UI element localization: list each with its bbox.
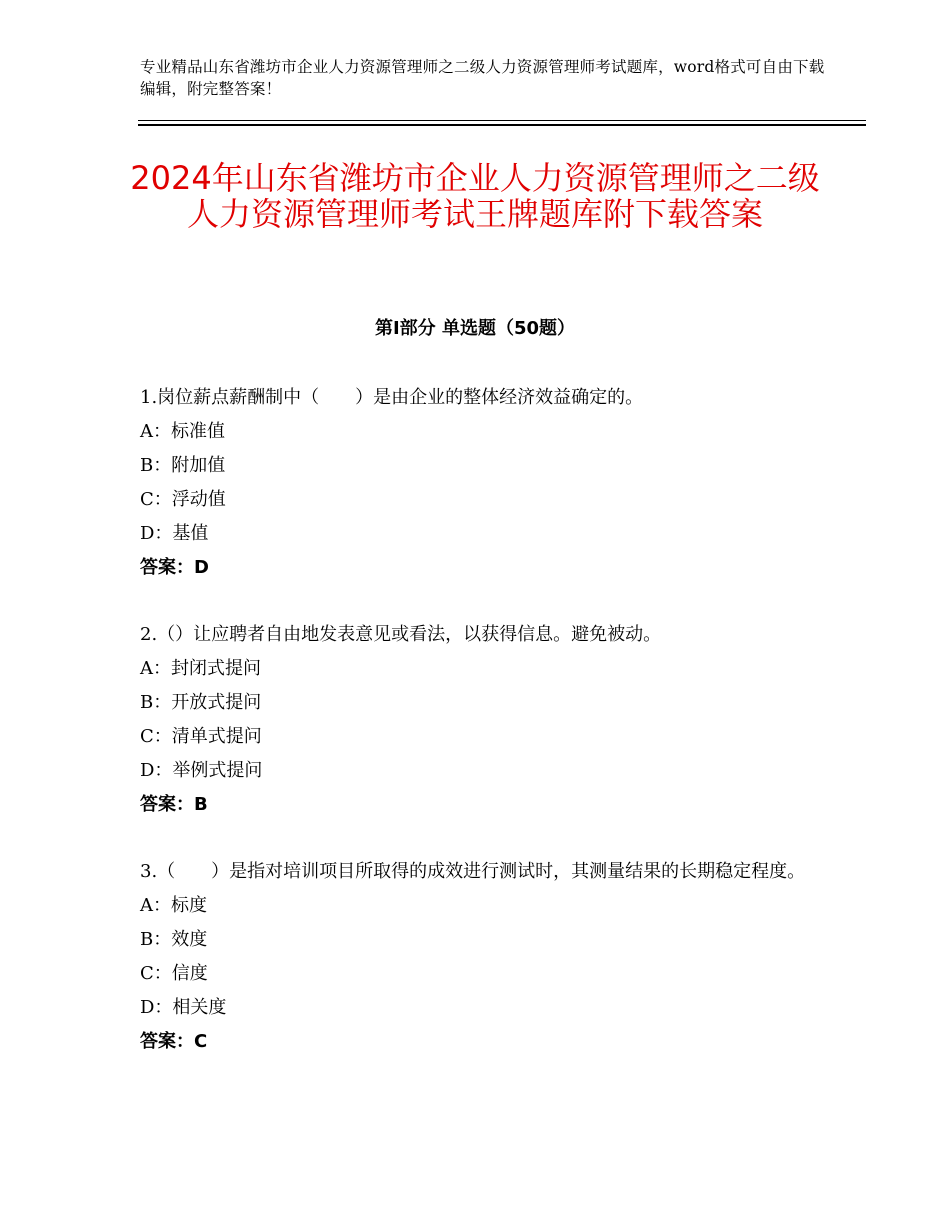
option-b: B：附加值 — [140, 455, 226, 476]
question-3 — [140, 855, 830, 1059]
question-list — [140, 381, 830, 1092]
section-title: 第Ⅰ部分 单选题（50题） — [374, 318, 575, 339]
option-c: C：清单式提问 — [140, 726, 262, 747]
answer: 答案：D — [140, 557, 209, 578]
option-c: C：浮动值 — [140, 489, 226, 510]
question-stem: 2.（）让应聘者自由地发表意见或看法，以获得信息。避免被动。 — [140, 624, 662, 645]
option-a: A：封闭式提问 — [140, 658, 261, 679]
header-rule-thick — [138, 124, 866, 126]
option-d: D：基值 — [140, 523, 209, 544]
answer: 答案：C — [140, 1031, 208, 1052]
document-title: 2024年山东省潍坊市企业人力资源管理师之二级人力资源管理师考试王牌题库附下载答案 — [130, 159, 820, 233]
option-d: D：相关度 — [140, 997, 227, 1018]
option-b: B：开放式提问 — [140, 692, 262, 713]
question-stem: 3.（ ）是指对培训项目所取得的成效进行测试时，其测量结果的长期稳定程度。 — [140, 861, 806, 882]
question-2 — [140, 618, 830, 822]
option-a: A：标度 — [140, 895, 207, 916]
question-1 — [140, 381, 830, 585]
answer: 答案：B — [140, 794, 208, 815]
option-c: C：信度 — [140, 963, 208, 984]
option-a: A：标准值 — [140, 421, 225, 442]
option-d: D：举例式提问 — [140, 760, 263, 781]
header-note: 专业精品山东省潍坊市企业人力资源管理师之二级人力资源管理师考试题库，word格式可自由下载编辑，附完整答案！ — [140, 58, 825, 98]
header-rule-thin — [138, 120, 866, 121]
question-stem: 1.岗位薪点薪酬制中（ ）是由企业的整体经济效益确定的。 — [140, 387, 644, 408]
option-b: B：效度 — [140, 929, 208, 950]
